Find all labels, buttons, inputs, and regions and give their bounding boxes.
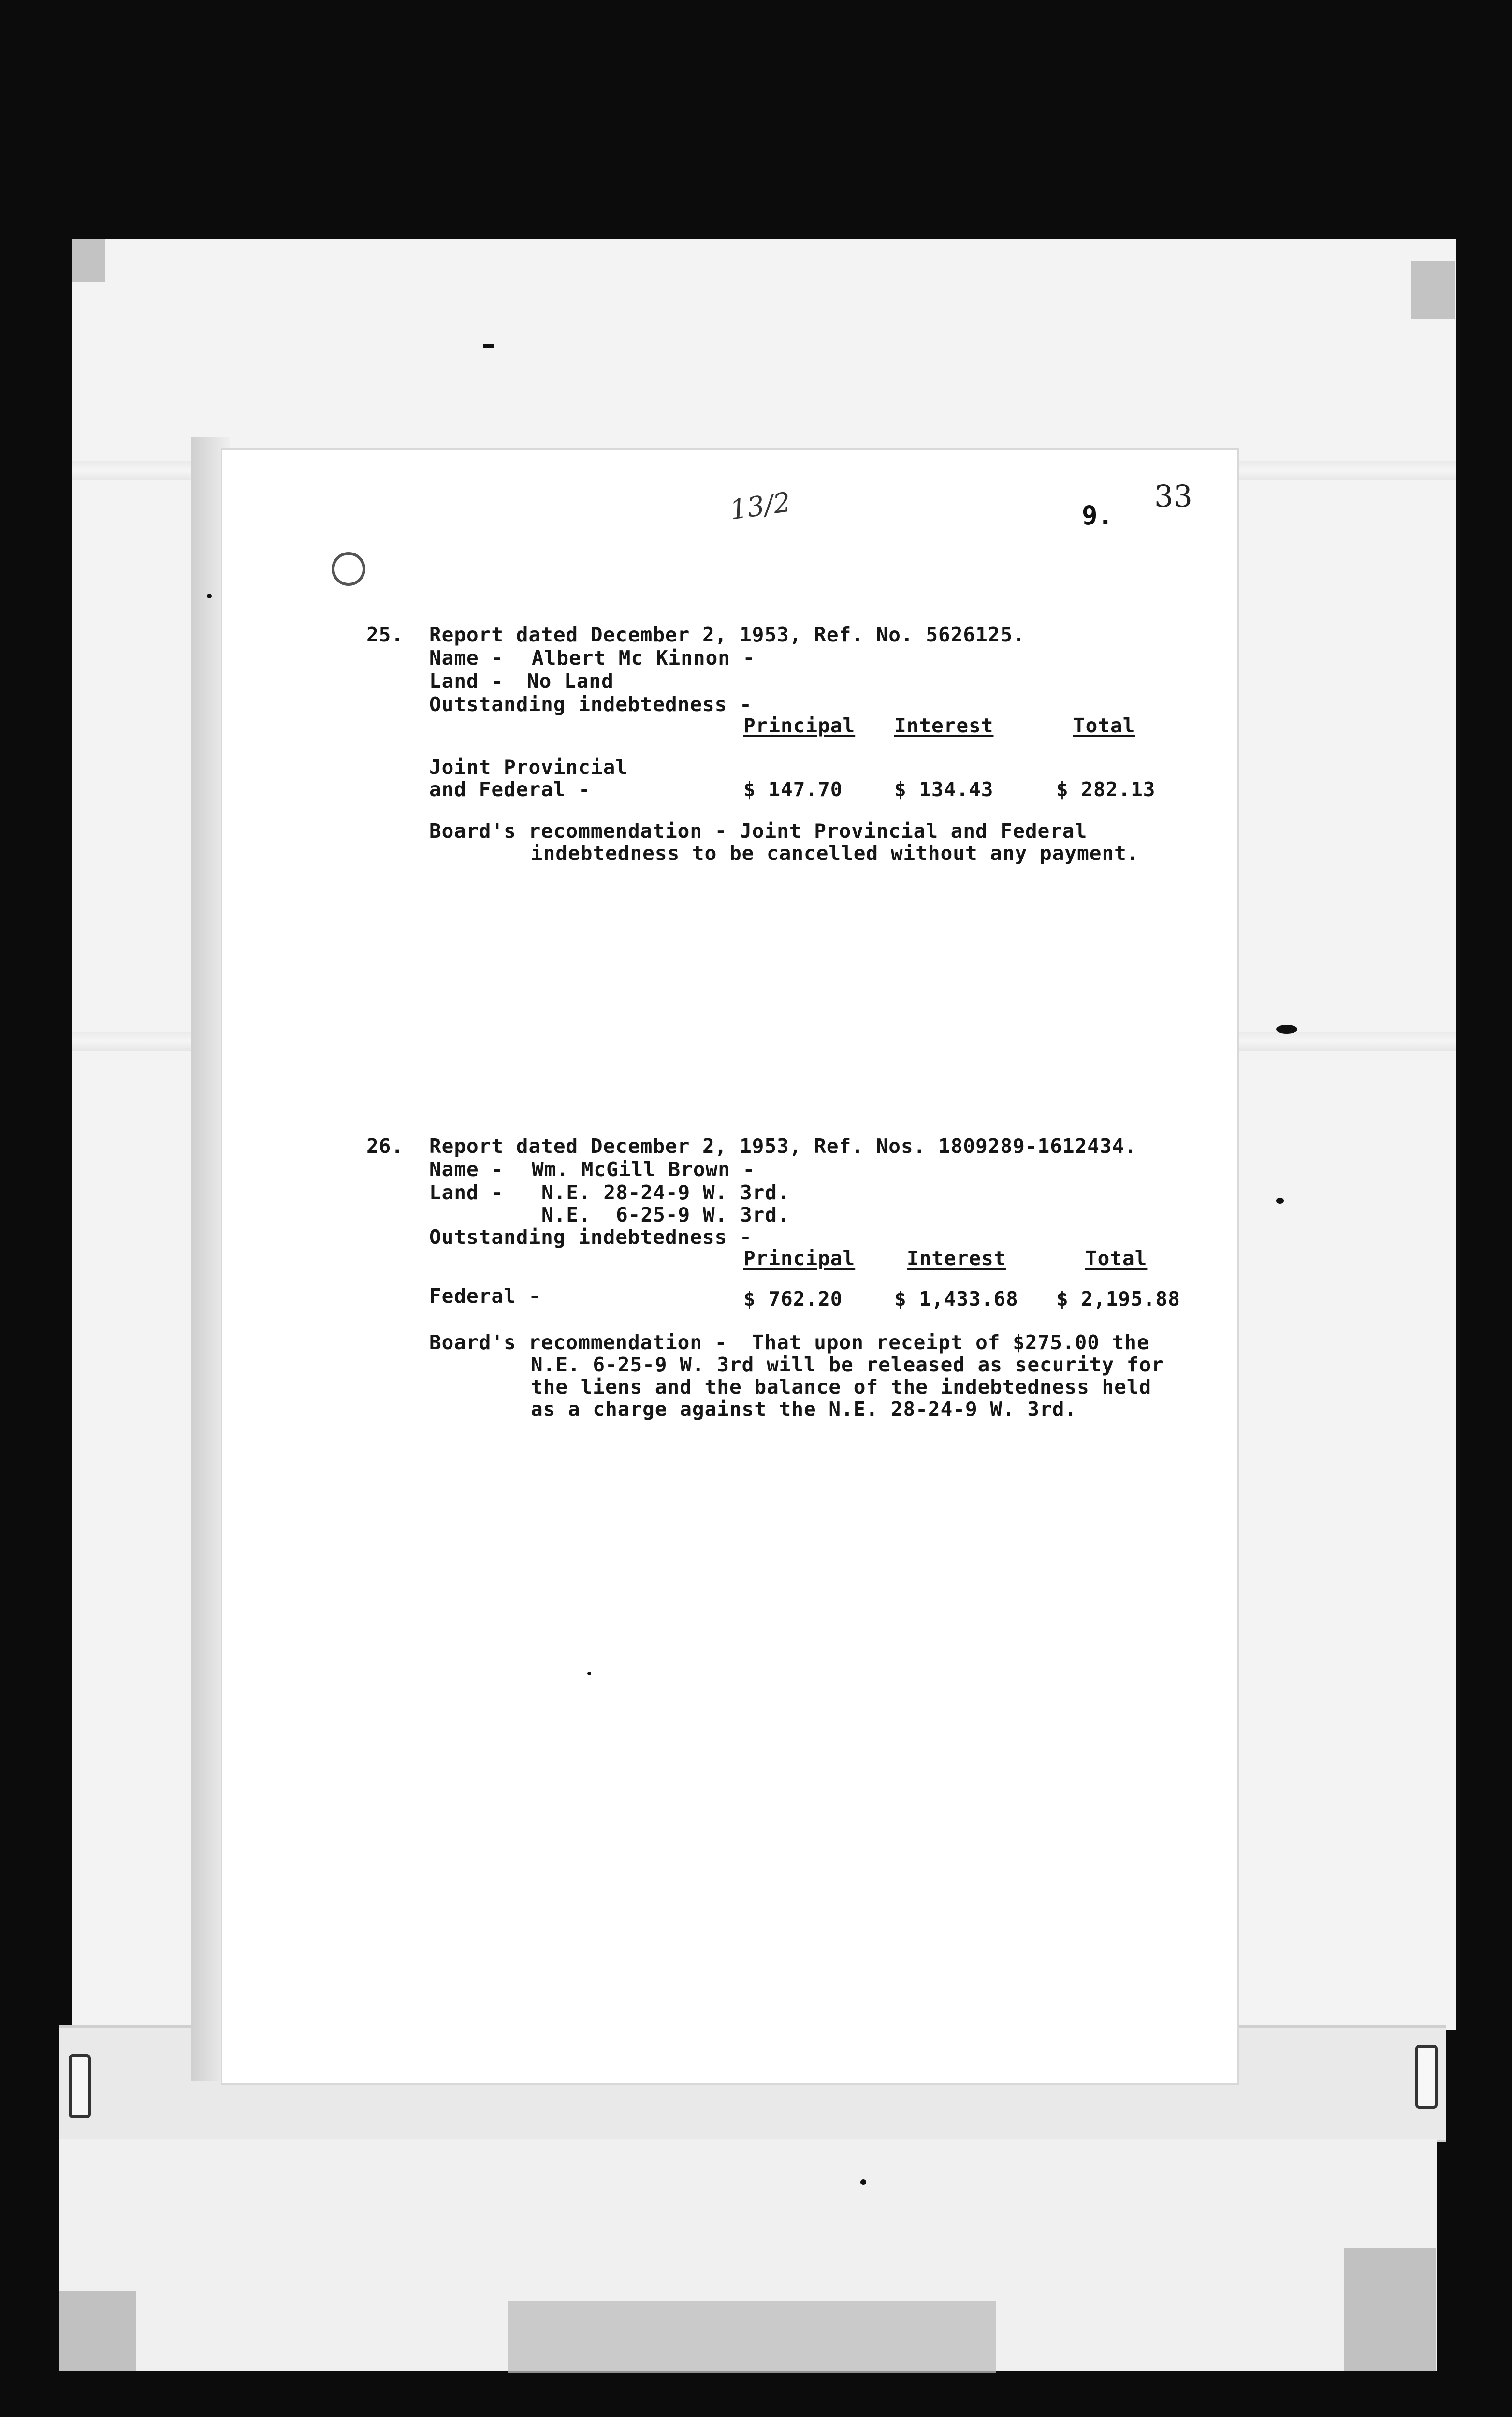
stray-mark (483, 344, 494, 348)
column-header-total: Total (1085, 1247, 1148, 1270)
recommendation-line: N.E. 6-25-9 W. 3rd will be released as security for (531, 1353, 1164, 1376)
land-label: Land - (429, 670, 504, 693)
corner-shadow (72, 239, 105, 282)
recommendation-line: the liens and the balance of the indebtedness held (531, 1375, 1152, 1398)
page-number: 9. (1082, 500, 1114, 531)
recommendation-line: as a charge against the N.E. 28-24-9 W. 3rd. (531, 1398, 1077, 1421)
land-value: No Land (527, 670, 614, 693)
stray-mark (1276, 1025, 1297, 1034)
principal-value: $ 147.70 (743, 778, 843, 801)
corner-shadow (59, 2291, 136, 2371)
name-value: Albert Mc Kinnon - (532, 646, 756, 670)
row-label: Joint Provincial (429, 756, 628, 779)
handwritten-note: 13/2 (728, 486, 793, 526)
principal-value: $ 762.20 (743, 1287, 843, 1310)
row-label: and Federal - (429, 778, 591, 801)
corner-shadow (1411, 261, 1455, 319)
land-value: N.E. 28-24-9 W. 3rd. (541, 1181, 790, 1204)
land-label: Land - (429, 1181, 504, 1204)
corner-shadow (1344, 2248, 1436, 2371)
binder-clip-icon (69, 2054, 91, 2118)
tape-strip (508, 2301, 996, 2373)
binder-clip-icon (1415, 2045, 1438, 2109)
row-label: Federal - (429, 1284, 541, 1308)
name-value: Wm. McGill Brown - (532, 1158, 756, 1181)
interest-value: $ 134.43 (894, 778, 994, 801)
interest-value: $ 1,433.68 (894, 1287, 1018, 1310)
total-value: $ 2,195.88 (1056, 1287, 1180, 1310)
column-header-total: Total (1073, 714, 1135, 737)
column-header-principal: Principal (743, 1247, 856, 1270)
name-label: Name - (429, 1158, 504, 1181)
column-header-interest: Interest (894, 714, 994, 737)
report-line: Report dated December 2, 1953, Ref. Nos. 1809289-1612434. (429, 1135, 1137, 1158)
column-header-interest: Interest (907, 1247, 1006, 1270)
stray-mark (860, 2179, 866, 2185)
name-label: Name - (429, 646, 504, 670)
entry-number: 25. (366, 623, 404, 646)
land-value: N.E. 6-25-9 W. 3rd. (541, 1203, 790, 1226)
stray-mark (587, 1672, 591, 1675)
stray-mark (1276, 1198, 1284, 1204)
stray-mark (207, 594, 212, 598)
outstanding-label: Outstanding indebtedness - (429, 1225, 752, 1249)
report-line: Report dated December 2, 1953, Ref. No. 5626125. (429, 623, 1025, 646)
folio-number: 33 (1154, 479, 1192, 514)
column-header-principal: Principal (743, 714, 856, 737)
outstanding-label: Outstanding indebtedness - (429, 693, 752, 716)
punch-hole-icon (332, 552, 365, 586)
recommendation-line: Board's recommendation - Joint Provincial and Federal (429, 819, 1088, 843)
recommendation-line: Board's recommendation - That upon receipt of $275.00 the (429, 1331, 1149, 1354)
total-value: $ 282.13 (1056, 778, 1156, 801)
recommendation-line: indebtedness to be cancelled without any payment. (531, 842, 1139, 865)
entry-number: 26. (366, 1135, 404, 1158)
